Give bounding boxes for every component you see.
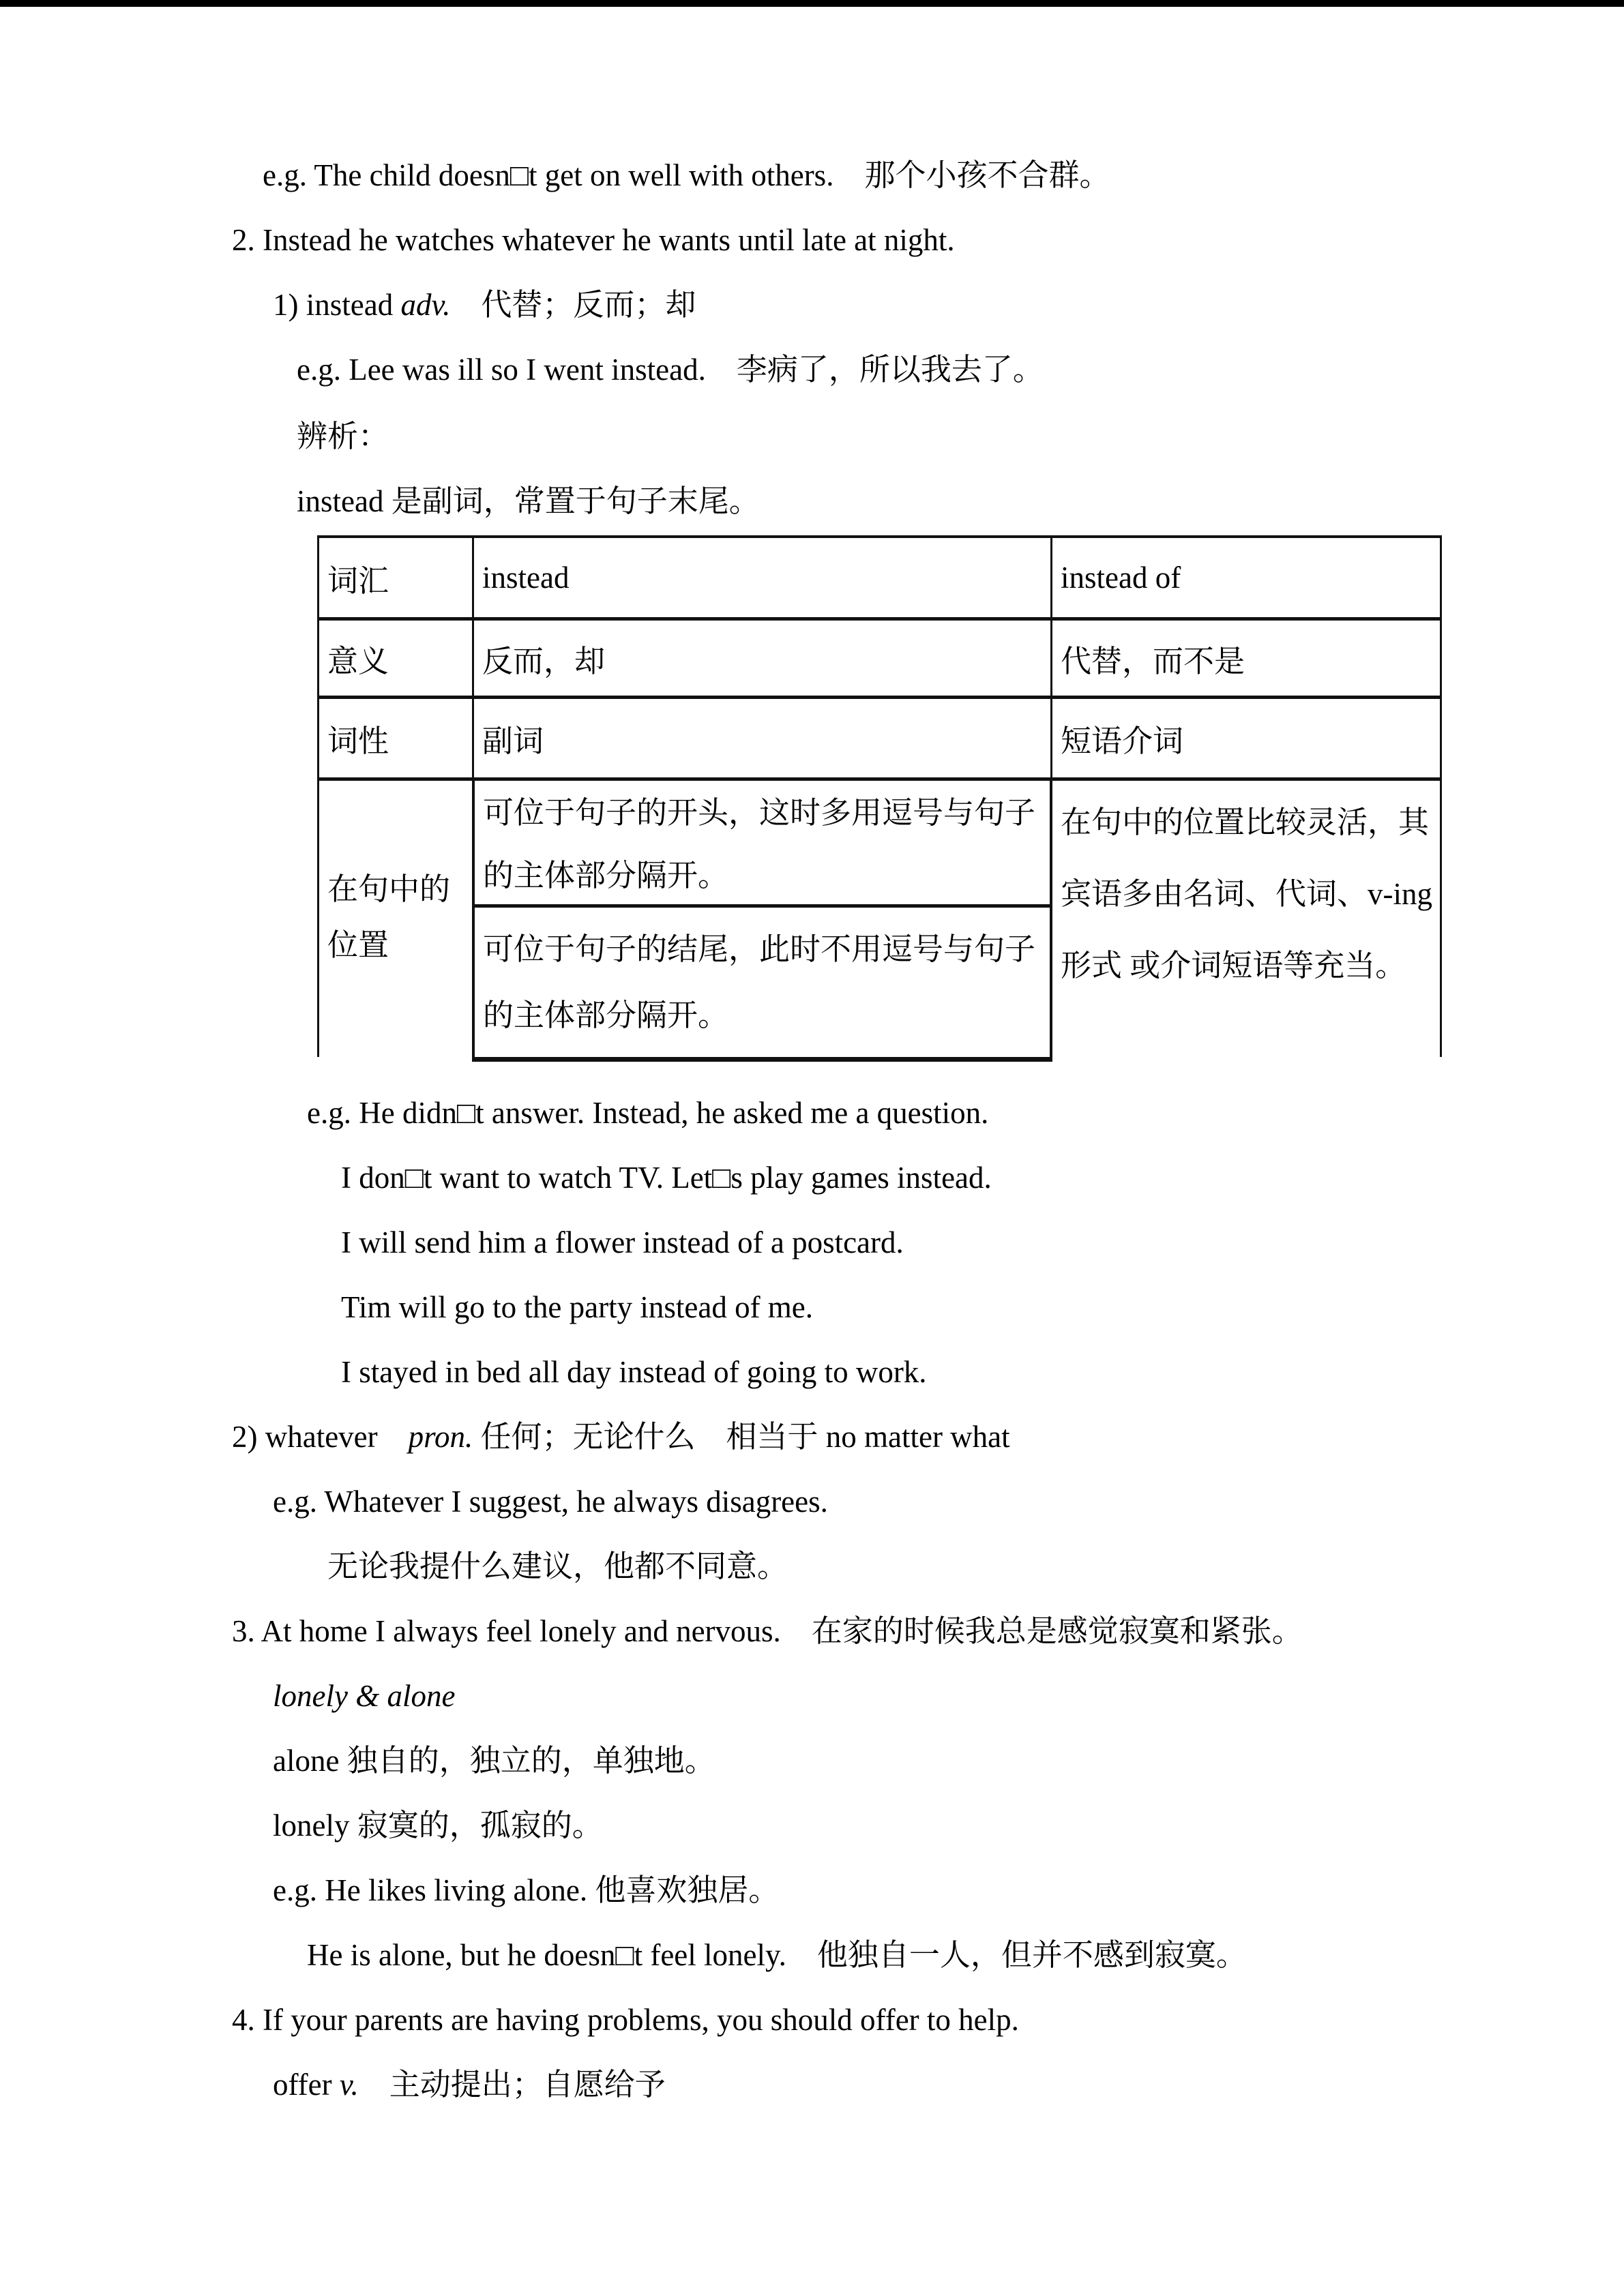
position-note-text: 在句中的位置比较灵活，其宾语多由名词、代词、v-ing 形式 或介词短语等充当。 <box>1061 805 1432 983</box>
doc-line: 辨析： <box>297 419 389 453</box>
doc-line: He is alone, but he doesn□t feel lonely. 他独自一人，但并不感到寂寞。 <box>307 1938 1247 1972</box>
doc-line <box>273 273 696 338</box>
word-pair-heading: lonely & alone <box>273 1679 456 1713</box>
doc-line: 无论我提什么建议，他都不同意。 <box>327 1549 788 1583</box>
table-cell-insteadof-pos: 短语介词 <box>1061 724 1184 758</box>
doc-line: e.g. He didn□t answer. Instead, he asked me a question. <box>307 1096 989 1130</box>
table-cell-header-pos: 词性 <box>327 724 389 758</box>
table-cell-instead-word: instead <box>482 561 570 595</box>
doc-line <box>273 1664 455 1729</box>
doc-line: lonely 寂寞的，孤寂的。 <box>273 1808 603 1843</box>
table-cell-header-meaning: 意义 <box>327 644 389 679</box>
doc-line: e.g. Lee was ill so I went instead. 李病了，所以我去了。 <box>297 353 1044 387</box>
doc-line: e.g. Whatever I suggest, he always disagrees. <box>273 1485 828 1519</box>
doc-line: alone 独自的，独立的，单独地。 <box>273 1744 715 1778</box>
table-cell-instead-meaning: 反而，却 <box>482 644 606 679</box>
nested-position-table <box>472 777 1052 1062</box>
line-text: 主动提出；自愿给予 <box>358 2068 666 2102</box>
doc-line: e.g. He likes living alone. 他喜欢独居。 <box>273 1873 780 1907</box>
nested-cell-sentence-start: 可位于句子的开头，这时多用逗号与句子的主体部分隔开。 <box>483 796 1036 893</box>
table-cell-header-position: 在句中的位置 <box>327 872 451 962</box>
table-cell-instead-pos: 副词 <box>482 724 544 758</box>
comparison-table <box>317 535 1442 1057</box>
part-of-speech-label: adv. <box>400 288 451 322</box>
part-of-speech-label: pron. <box>408 1420 473 1454</box>
doc-line: I stayed in bed all day instead of going to work. <box>341 1355 927 1389</box>
table-cell-insteadof-word: instead of <box>1061 561 1181 595</box>
doc-line: 3. At home I always feel lonely and nervous. 在家的时候我总是感觉寂寞和紧张。 <box>232 1614 1303 1648</box>
line-text: 任何；无论什么 相当于 no matter what <box>473 1420 1010 1454</box>
doc-line <box>232 1405 1010 1470</box>
nested-cell-sentence-end: 可位于句子的结尾，此时不用逗号与句子的主体部分隔开。 <box>483 932 1036 1032</box>
line-text: 代替；反而；却 <box>450 288 696 322</box>
doc-line: I will send him a flower instead of a postcard. <box>341 1225 904 1259</box>
doc-line: 2. Instead he watches whatever he wants until late at night. <box>232 223 955 257</box>
table-cell-header-word: 词汇 <box>327 563 389 598</box>
doc-line: Tim will go to the party instead of me. <box>341 1290 814 1324</box>
line-text: 2) whatever <box>232 1420 409 1454</box>
doc-line: e.g. The child doesn□t get on well with others. 那个小孩不合群。 <box>263 158 1110 192</box>
line-text: 1) instead <box>273 288 401 322</box>
doc-line <box>273 2053 666 2117</box>
line-text: offer <box>273 2068 340 2102</box>
table-cell-insteadof-meaning: 代替，而不是 <box>1061 644 1245 679</box>
doc-line: I don□t want to watch TV. Let□s play games instead. <box>341 1161 992 1195</box>
doc-line: instead 是副词，常置于句子末尾。 <box>297 484 760 518</box>
doc-line: 4. If your parents are having problems, you should offer to help. <box>232 2003 1019 2037</box>
part-of-speech-label: v. <box>339 2068 359 2102</box>
page-top-bar <box>0 0 1624 7</box>
